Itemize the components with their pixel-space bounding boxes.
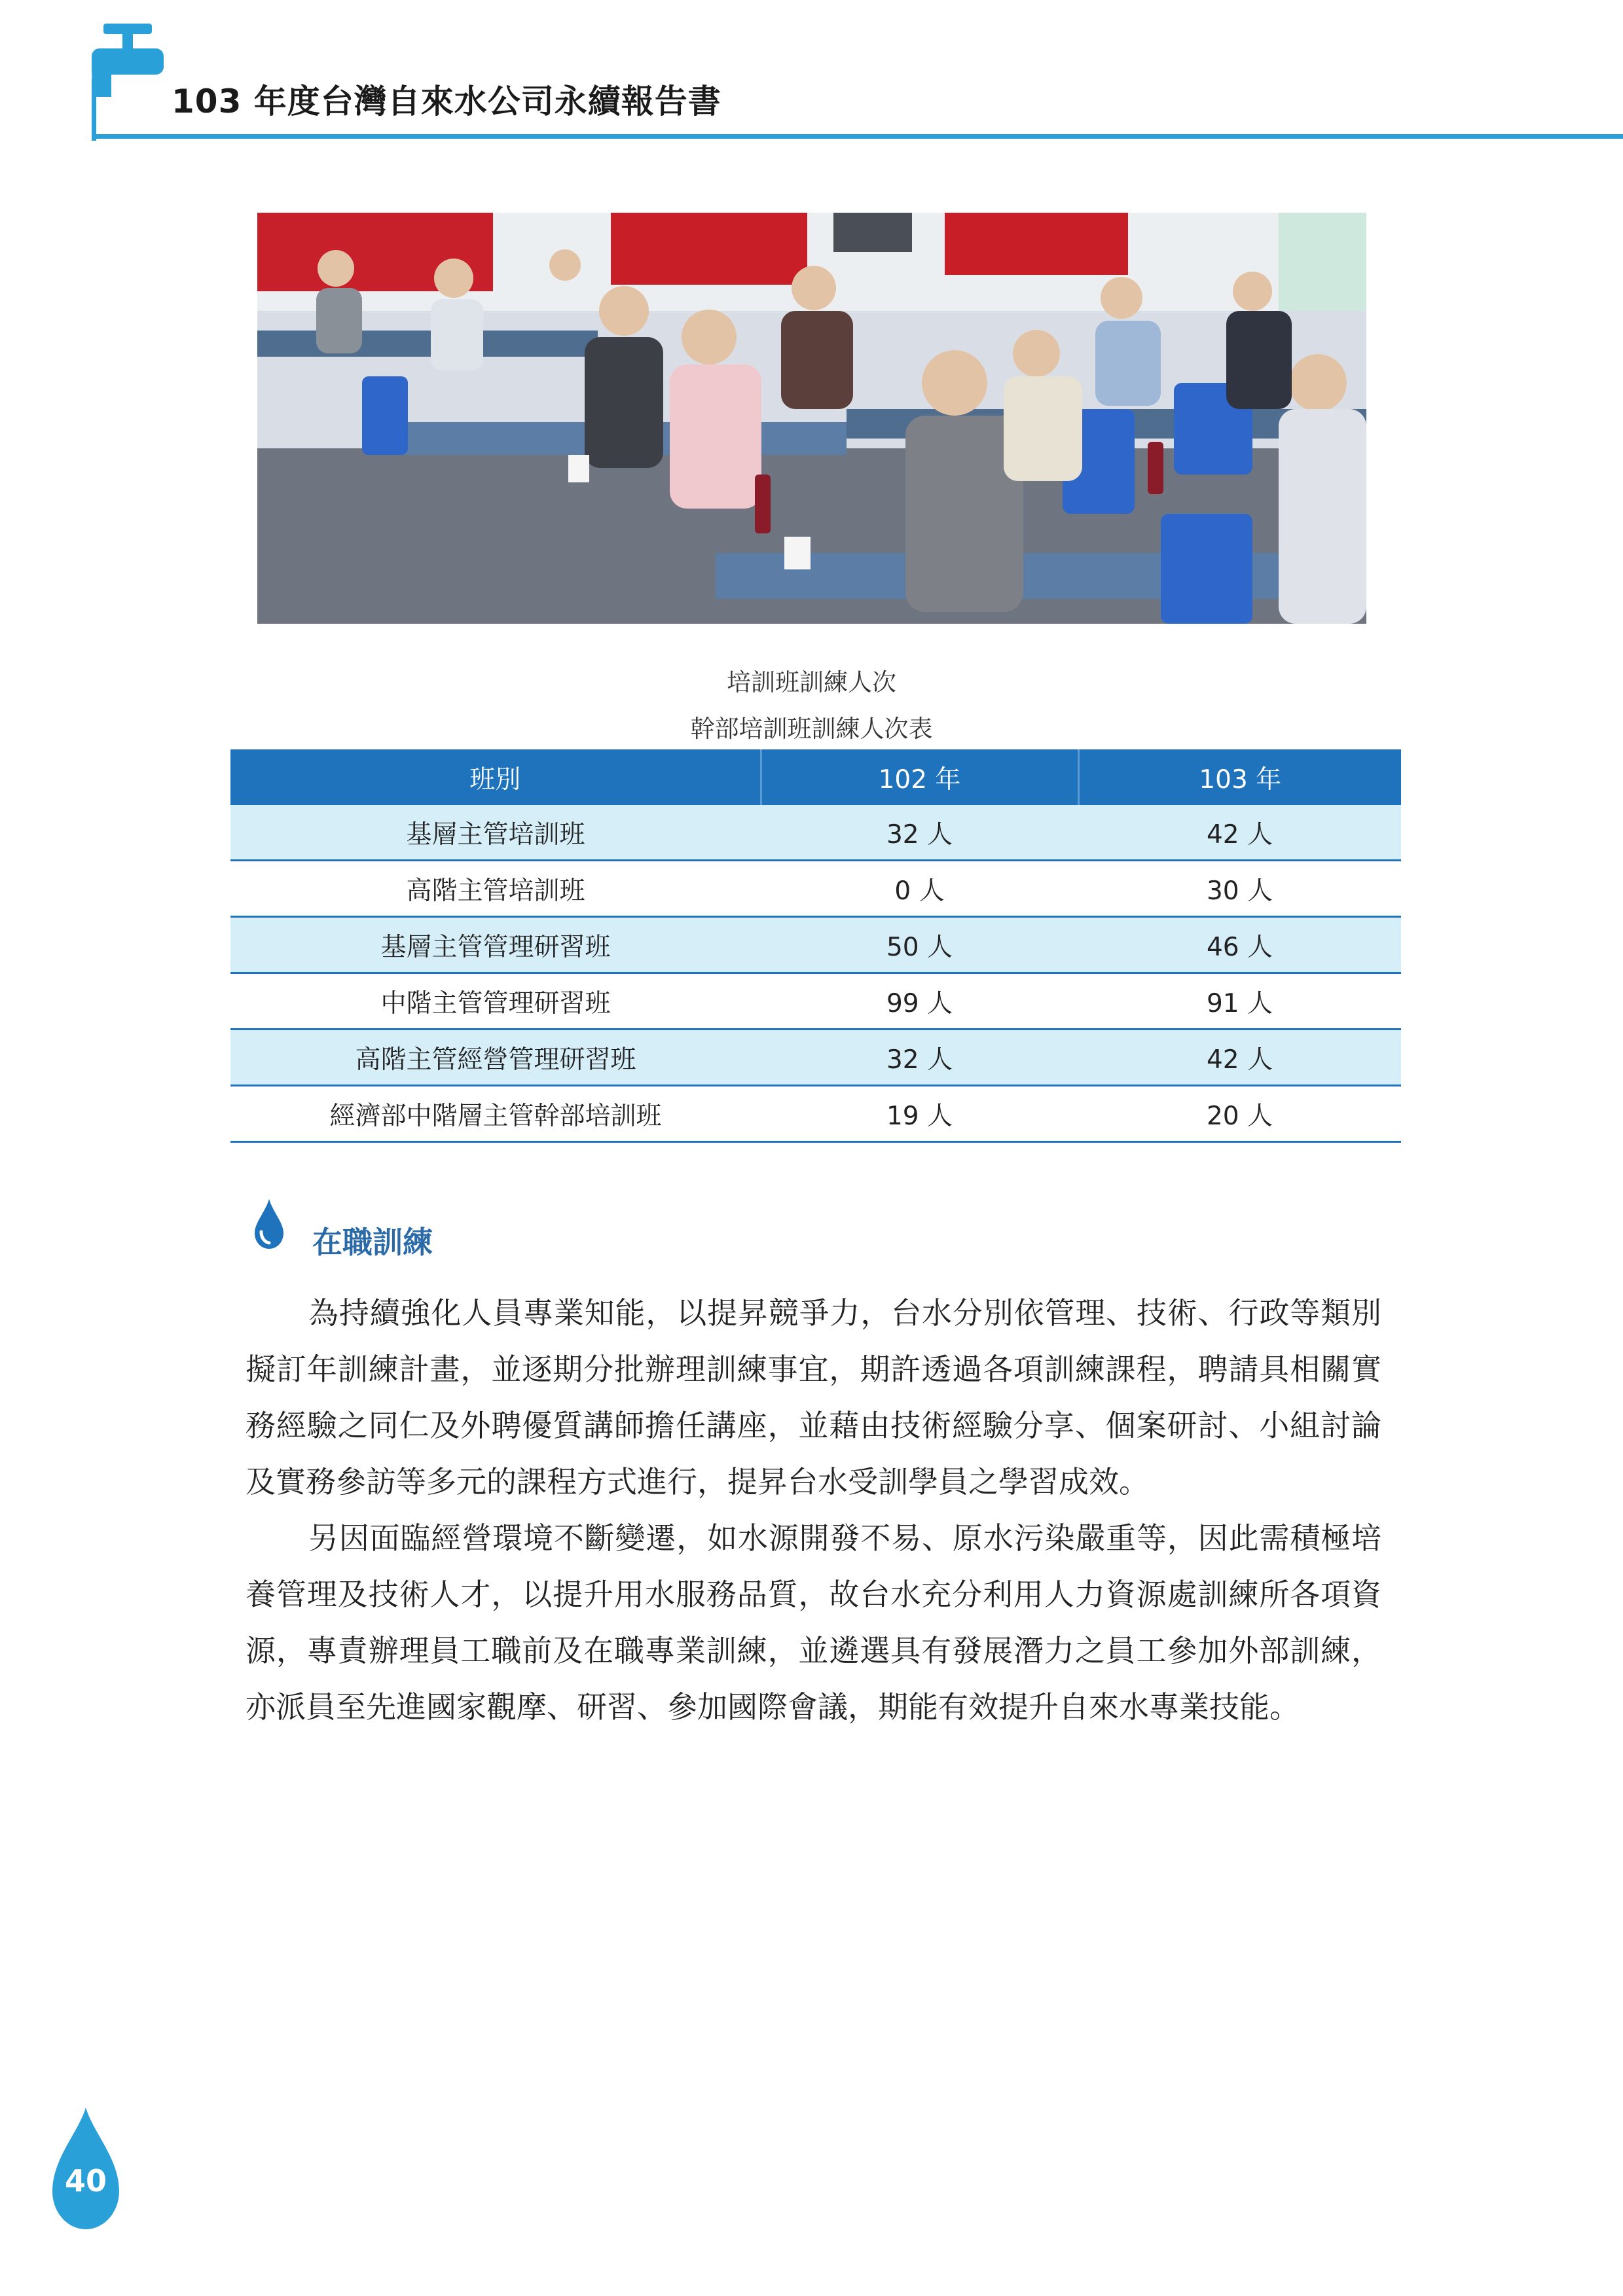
- value-103-cell: 30 人: [1078, 861, 1401, 917]
- report-title: 103 年度台灣自來水公司永續報告書: [172, 82, 721, 120]
- classroom-training-photo: [257, 213, 1366, 624]
- value-103-cell: 20 人: [1078, 1086, 1401, 1142]
- body-paragraph: 為持續強化人員專業知能，以提昇競爭力，台水分別依管理、技術、行政等類別擬訂年訓練計畫，並逐期分批辦理訓練事宜，期許透過各項訓練課程，聘請具相關實務經驗之同仁及外聘優質講師擔任講座，並藉由技術經驗分享、個案研討、小組討論及實務參訪等多元的課程方式進行，提昇台水受訓學員之學習成效。: [246, 1295, 1381, 1499]
- water-drop-icon: [252, 1198, 286, 1250]
- column-header-103: 103 年: [1078, 749, 1401, 805]
- class-name-cell: 基層主管管理研習班: [230, 917, 761, 973]
- table-row: [230, 1030, 1401, 1086]
- value-103-cell: 91 人: [1078, 973, 1401, 1030]
- faucet-icon: [85, 18, 170, 143]
- value-102-cell: 19 人: [761, 1086, 1078, 1142]
- class-name-cell: 經濟部中階層主管幹部培訓班: [230, 1086, 761, 1142]
- value-102-cell: 32 人: [761, 1030, 1078, 1086]
- table-row: [230, 1086, 1401, 1142]
- value-103-cell: 42 人: [1078, 805, 1401, 861]
- header-rule-vertical: [92, 79, 96, 141]
- column-header-class: 班別: [230, 749, 761, 805]
- table-row: [230, 973, 1401, 1030]
- table-row: [230, 917, 1401, 973]
- header-rule: [92, 134, 1623, 139]
- value-103-cell: 46 人: [1078, 917, 1401, 973]
- class-name-cell: 高階主管培訓班: [230, 861, 761, 917]
- table-caption: 幹部培訓班訓練人次表: [690, 715, 933, 743]
- column-header-102: 102 年: [761, 749, 1078, 805]
- table-row: [230, 805, 1401, 861]
- table-row: [230, 861, 1401, 917]
- training-table: [230, 749, 1401, 1143]
- class-name-cell: 中階主管管理研習班: [230, 973, 761, 1030]
- class-name-cell: 基層主管培訓班: [230, 805, 761, 861]
- value-102-cell: 50 人: [761, 917, 1078, 973]
- value-102-cell: 0 人: [761, 861, 1078, 917]
- value-103-cell: 42 人: [1078, 1030, 1401, 1086]
- page-number: 40: [64, 2163, 107, 2198]
- chart-caption: 培訓班訓練人次: [727, 668, 896, 696]
- body-paragraph: 另因面臨經營環境不斷變遷，如水源開發不易、原水污染嚴重等，因此需積極培養管理及技術人才，以提升用水服務品質，故台水充分利用人力資源處訓練所各項資源，專責辦理員工職前及在職專業訓練，並遴選具有發展潛力之員工參加外部訓練，亦派員至先進國家觀摩、研習、參加國際會議，期能有效提升自來水專業技能。: [246, 1520, 1381, 1725]
- value-102-cell: 32 人: [761, 805, 1078, 861]
- class-name-cell: 高階主管經營管理研習班: [230, 1030, 761, 1086]
- section-heading: 在職訓練: [312, 1225, 433, 1260]
- table-header-row: [230, 749, 1401, 805]
- value-102-cell: 99 人: [761, 973, 1078, 1030]
